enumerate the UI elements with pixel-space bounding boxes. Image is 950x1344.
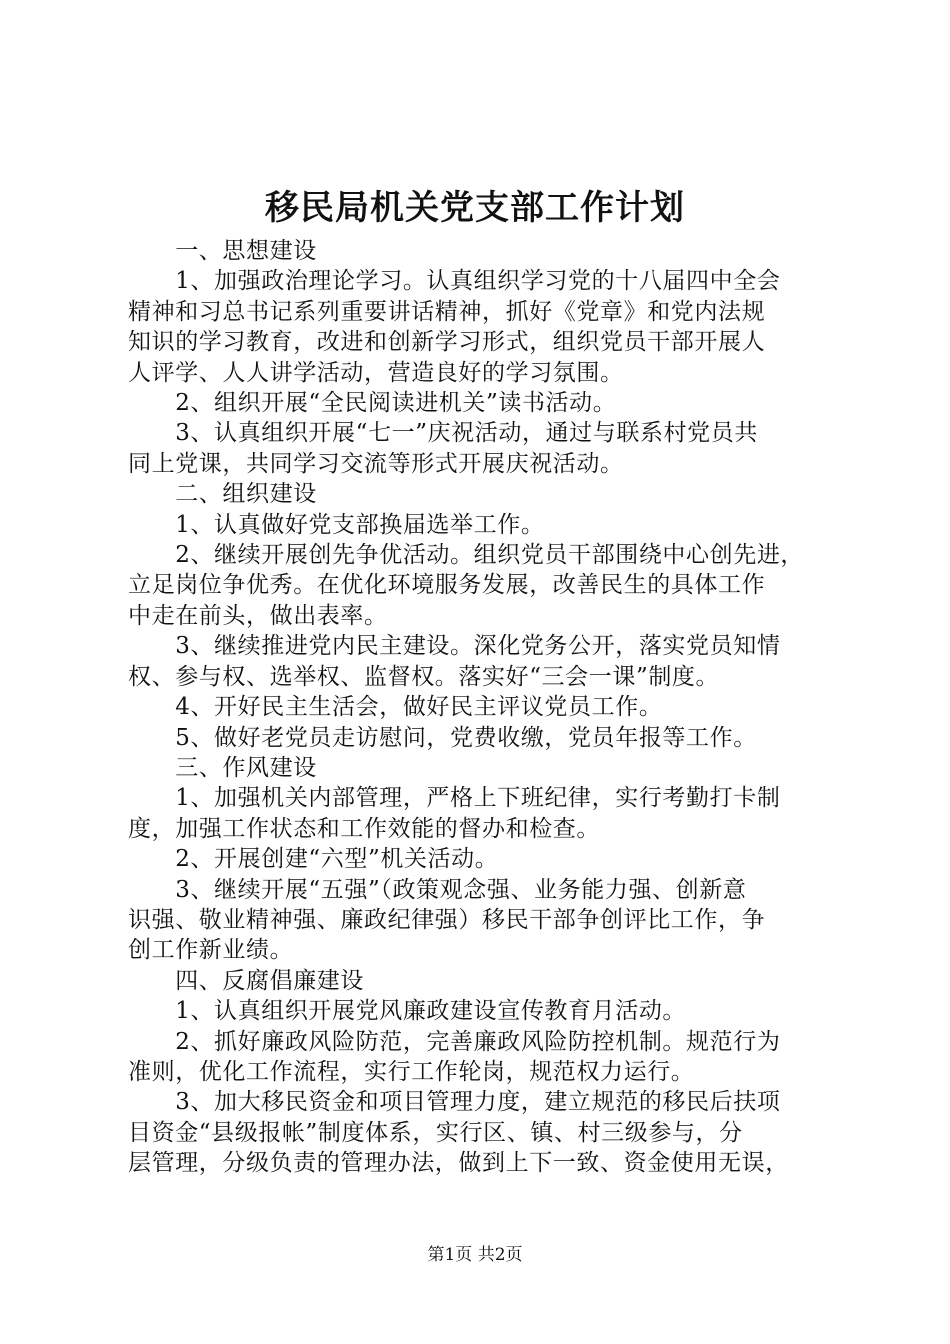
body-line: 1、认真组织开展党风廉政建设宣传教育月活动。 (128, 998, 687, 1025)
body-line: 二、组织建设 (128, 481, 317, 508)
body-line: 知识的学习教育，改进和创新学习形式，组织党员干部开展人 (128, 329, 766, 356)
body-line: 创工作新业绩。 (128, 937, 294, 964)
body-line: 四、反腐倡廉建设 (128, 967, 364, 994)
body-line: 层管理，分级负责的管理办法，做到上下一致、资金使用无误， (128, 1150, 789, 1177)
body-line: 度，加强工作状态和工作效能的督办和检查。 (128, 815, 600, 842)
body-line: 5、做好老党员走访慰问，党费收缴，党员年报等工作。 (128, 724, 757, 751)
body-line: 2、继续开展创先争优活动。组织党员干部围绕中心创先进， (128, 542, 805, 569)
body-line: 三、作风建设 (128, 754, 317, 781)
body-line: 目资金“县级报帐”制度体系，实行区、镇、村三级参与，分 (128, 1119, 743, 1146)
body-line: 人评学、人人讲学活动，营造良好的学习氛围。 (128, 359, 624, 386)
body-line: 3、继续推进党内民主建设。深化党务公开，落实党员知情 (128, 633, 781, 660)
body-line: 准则，优化工作流程，实行工作轮岗，规范权力运行。 (128, 1058, 695, 1085)
body-line: 3、继续开展“五强”（政策观念强、业务能力强、创新意 (128, 876, 747, 903)
document-body (128, 236, 828, 1179)
page-footer: 第1页 共2页 (427, 1245, 523, 1265)
body-line: 立足岗位争优秀。在优化环境服务发展，改善民生的具体工作 (128, 572, 766, 599)
body-line: 中走在前头，做出表率。 (128, 602, 388, 629)
body-line: 同上党课，共同学习交流等形式开展庆祝活动。 (128, 450, 624, 477)
body-line: 3、加大移民资金和项目管理力度，建立规范的移民后扶项 (128, 1089, 781, 1116)
body-line: 2、开展创建“六型”机关活动。 (128, 846, 499, 873)
body-line: 1、加强机关内部管理，严格上下班纪律，实行考勤打卡制 (128, 785, 781, 812)
body-line: 1、认真做好党支部换届选举工作。 (128, 511, 545, 538)
body-line: 一、思想建设 (128, 238, 317, 264)
body-line: 4、开好民主生活会，做好民主评议党员工作。 (128, 694, 663, 721)
body-line: 精神和习总书记系列重要讲话精神，抓好《党章》和党内法规 (128, 298, 766, 325)
body-line: 1、加强政治理论学习。认真组织学习党的十八届四中全会 (128, 268, 781, 295)
body-line: 2、组织开展“全民阅读进机关”读书活动。 (128, 390, 617, 417)
body-line: 识强、敬业精神强、廉政纪律强）移民干部争创评比工作，争 (128, 906, 766, 933)
body-line: 权、参与权、选举权、监督权。落实好“三会一课”制度。 (128, 663, 720, 690)
body-line: 3、认真组织开展“七一”庆祝活动，通过与联系村党员共 (128, 420, 758, 447)
body-line: 2、抓好廉政风险防范，完善廉政风险防控机制。规范行为 (128, 1028, 781, 1055)
document-title: 移民局机关党支部工作计划 (265, 188, 685, 228)
